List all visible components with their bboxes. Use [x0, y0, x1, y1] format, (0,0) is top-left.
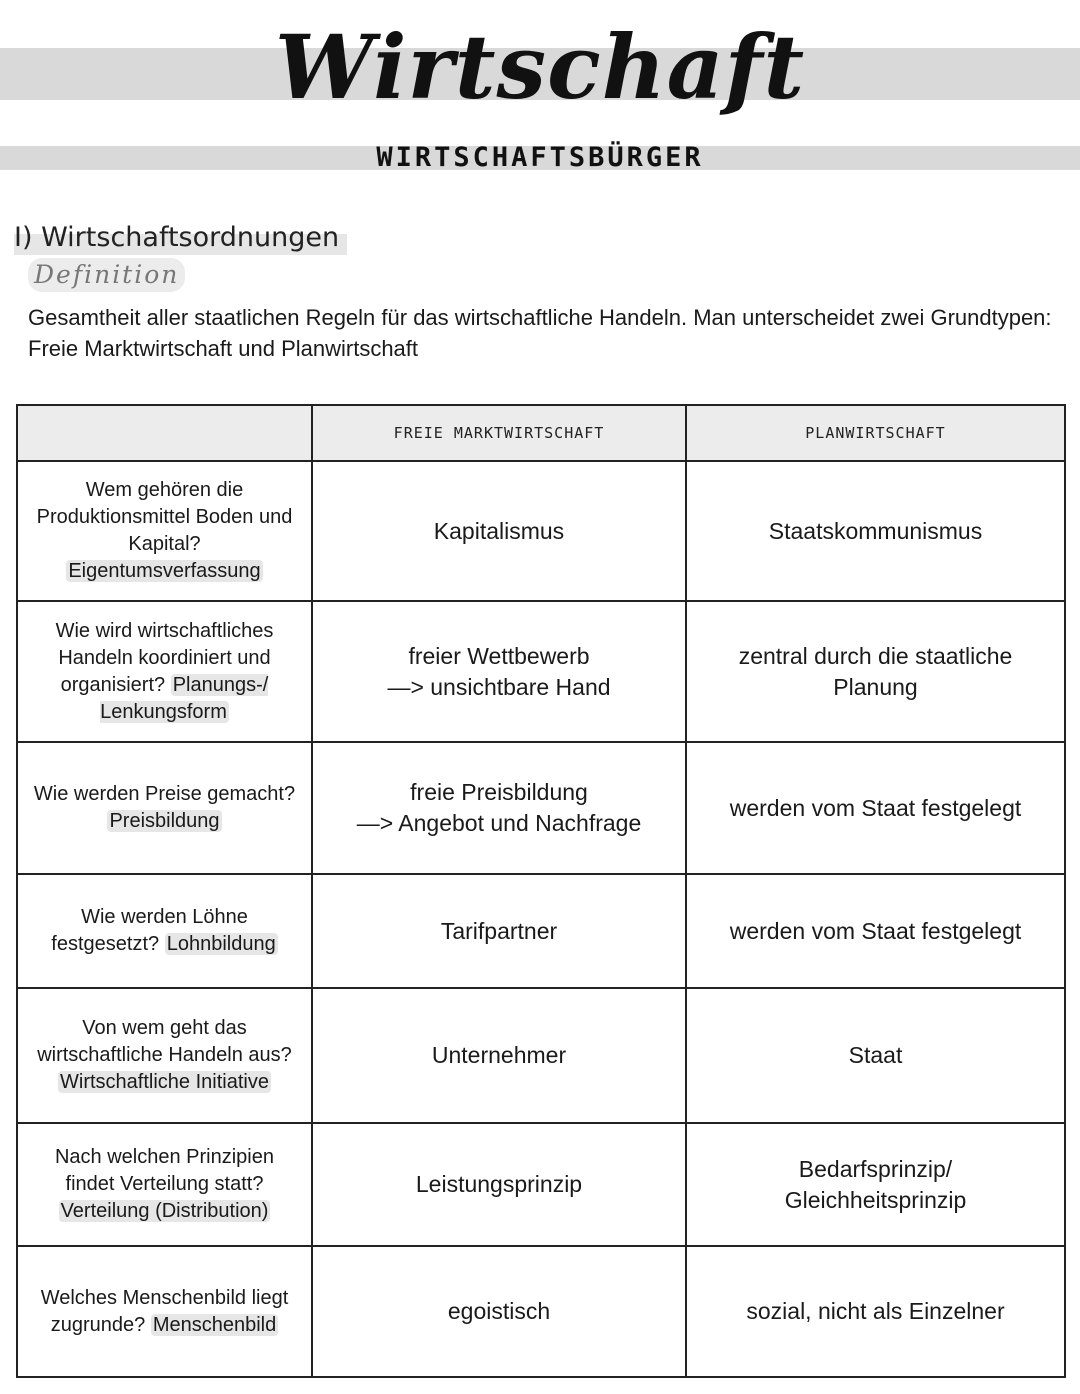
row-question [17, 461, 312, 601]
term-highlight: Preisbildung [109, 810, 220, 832]
header-market-economy: FREIE MARKTWIRTSCHAFT [312, 405, 686, 461]
answer-line: werden vom Staat festgelegt [729, 917, 1022, 944]
answer-line: freier Wettbewerb [408, 642, 590, 669]
question-text: Welches Menschenbild liegt zugrunde? [40, 1286, 289, 1336]
plan-answer [686, 742, 1065, 874]
answer-line: Tarifpartner [440, 917, 558, 944]
row-question [17, 1246, 312, 1377]
plan-answer [686, 1246, 1065, 1377]
answer-line: Unternehmer [431, 1042, 567, 1068]
header-empty [17, 405, 312, 461]
term-highlight: Wirtschaftliche Initiative [60, 1071, 269, 1093]
market-answer [312, 461, 686, 601]
market-answer [312, 988, 686, 1123]
answer-line: werden vom Staat festgelegt [729, 794, 1022, 821]
table-row [17, 988, 1065, 1123]
question-text: Wie werden Löhne festgesetzt? [51, 906, 248, 955]
answer-line: Leistungsprinzip [415, 1171, 583, 1197]
answer-line: Staatskommunismus [768, 517, 983, 544]
term-highlight: Menschenbild [152, 1313, 277, 1336]
page-subtitle: WIRTSCHAFTSBÜRGER [376, 142, 704, 173]
plan-answer [686, 461, 1065, 601]
answer-line: Staat [848, 1042, 903, 1068]
definition-text: Gesamtheit aller staatlichen Regeln für das wirtschaftliche Handeln. Man unterscheidet zwei Grundtypen: Freie Marktwirtschaft und Planwirtschaft [28, 305, 1052, 361]
question-text: Wie wird wirtschaftliches Handeln koordiniert und organisiert? [55, 619, 274, 696]
term-highlight: Planungs-/ Lenkungsform [100, 673, 269, 723]
row-question [17, 1123, 312, 1246]
plan-answer [686, 988, 1065, 1123]
section-heading: I) Wirtschaftsordnungen [14, 218, 347, 258]
market-answer [312, 1123, 686, 1246]
answer-line: —> Angebot und Nachfrage [356, 810, 642, 836]
plan-answer [686, 601, 1065, 742]
market-answer [312, 874, 686, 988]
question-text: Wie werden Preise gemacht? [33, 783, 296, 805]
plan-answer [686, 874, 1065, 988]
answer-line: sozial, nicht als Einzelner [746, 1298, 1005, 1324]
term-highlight: Verteilung (Distribution) [60, 1200, 269, 1222]
table-row [17, 1246, 1065, 1377]
row-question [17, 601, 312, 742]
answer-line: —> unsichtbare Hand [387, 673, 611, 700]
answer-line: zentral durch die staatliche Planung [738, 642, 1013, 700]
page-title: Wirtschaft [274, 15, 806, 119]
question-text: Nach welchen Prinzipien findet Verteilung statt? [54, 1146, 274, 1195]
answer-line: egoistisch [447, 1298, 551, 1324]
comparison-table [16, 404, 1066, 1378]
table-header-row [17, 405, 1065, 461]
market-answer [312, 742, 686, 874]
market-answer [312, 601, 686, 742]
term-highlight: Eigentumsverfassung [68, 560, 261, 582]
answer-line: Kapitalismus [433, 517, 565, 544]
market-answer [312, 1246, 686, 1377]
table-row [17, 874, 1065, 988]
plan-answer [686, 1123, 1065, 1246]
header-planned-economy: PLANWIRTSCHAFT [686, 405, 1065, 461]
question-text: Wem gehören die Produktionsmittel Boden und Kapital? [36, 479, 293, 555]
table-row [17, 1123, 1065, 1246]
term-highlight: Lohnbildung [166, 933, 276, 955]
table-row [17, 742, 1065, 874]
question-text: Von wem geht das wirtschaftliche Handeln aus? [37, 1017, 292, 1066]
table-row [17, 601, 1065, 742]
answer-line: Gleichheitsprinzip [784, 1186, 967, 1213]
table-row [17, 461, 1065, 601]
answer-line: freie Preisbildung [410, 779, 588, 805]
definition-label: Definition [28, 258, 185, 292]
row-question [17, 874, 312, 988]
row-question [17, 742, 312, 874]
answer-line: Bedarfsprinzip/ [798, 1155, 953, 1182]
row-question [17, 988, 312, 1123]
